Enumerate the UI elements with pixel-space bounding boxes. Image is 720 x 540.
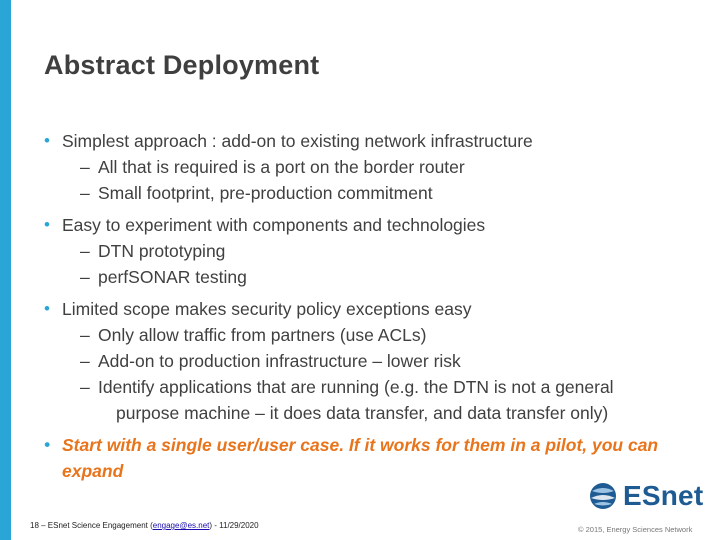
bullet-3: [44, 296, 684, 426]
footer-text: [30, 521, 259, 530]
bullet-1: [44, 128, 684, 206]
bullet-3-sub-3-line1: Identify applications that are running (e.g. the DTN is not a general: [98, 377, 614, 397]
bullet-3-sub-1: – Only allow traffic from partners (use ACLs): [62, 322, 684, 348]
footer-suffix: ) - 11/29/2020: [209, 521, 259, 530]
bullet-2-text: Easy to experiment with components and technologies: [62, 215, 486, 235]
bullet-3-sub-3: [62, 374, 684, 426]
esnet-logo: [588, 480, 703, 512]
slide-content: [44, 128, 684, 490]
slide-title: Abstract Deployment: [44, 50, 320, 80]
copyright-text: © 2015, Energy Sciences Network: [578, 525, 693, 534]
footer-email-link[interactable]: engage@es.net: [152, 521, 210, 530]
bullet-2-sub-2: – perfSONAR testing: [62, 264, 684, 290]
bullet-1-text: Simplest approach : add-on to existing network infrastructure: [62, 131, 533, 151]
bullet-3-text: Limited scope makes security policy exceptions easy: [62, 299, 472, 319]
bullet-2: [44, 212, 684, 290]
bullet-3-sub-2: – Add-on to production infrastructure – lower risk: [62, 348, 684, 374]
bullet-4: [44, 432, 684, 484]
logo-text: ESnet: [623, 480, 704, 511]
bullet-4-line1: Start with a single user/user case. If it works for them in a pilot, you can: [62, 435, 659, 455]
bullet-1-sub-1: – All that is required is a port on the border router: [62, 154, 684, 180]
footer-prefix: 18 – ESnet Science Engagement (: [30, 521, 153, 530]
bullet-1-sub-2: – Small footprint, pre-production commitment: [62, 180, 684, 206]
bullet-3-sub-3-line2: purpose machine – it does data transfer, and data transfer only): [116, 403, 609, 423]
globe-icon: [588, 481, 618, 511]
left-accent-bar: [0, 0, 11, 540]
bullet-2-sub-1: – DTN prototyping: [62, 238, 684, 264]
bullet-4-line2: expand: [62, 461, 124, 481]
